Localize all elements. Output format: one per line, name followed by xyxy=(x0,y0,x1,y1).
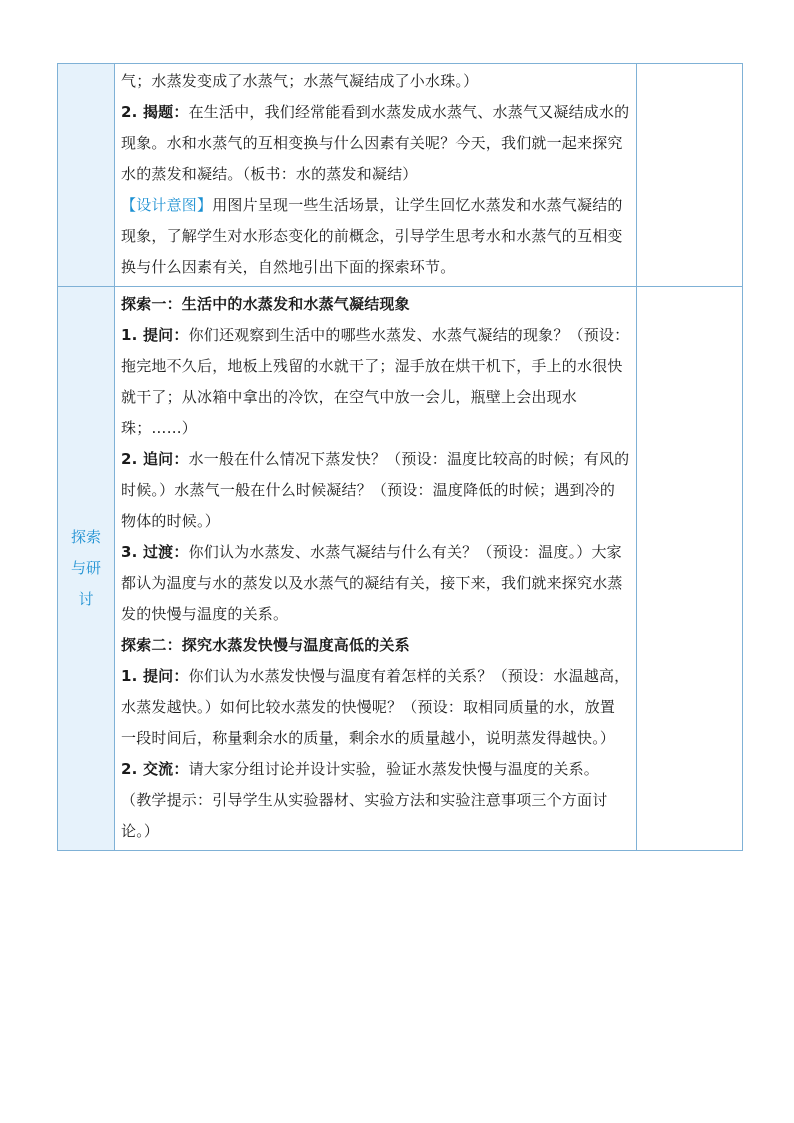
paragraph-text: 你们认为水蒸发快慢与温度有着怎样的关系？（预设：水温越高，水蒸发越快。）如何比较水蒸发的快慢呢？（预设：取相同质量的水，放置一段时间后，称量剩余水的质量，剩余水的质量越小，说明蒸发得越快。） xyxy=(121,667,630,747)
section-heading xyxy=(121,289,630,320)
lesson-plan-table xyxy=(57,63,743,851)
paragraph xyxy=(121,97,630,190)
paragraph xyxy=(121,754,630,785)
table-row xyxy=(58,64,743,287)
paragraph-text: 气；水蒸发变成了水蒸气；水蒸气凝结成了小水珠。） xyxy=(121,72,479,90)
paragraph-text: 在生活中，我们经常能看到水蒸发成水蒸气、水蒸气又凝结成水的现象。水和水蒸气的互相变换与什么因素有关呢？今天，我们就一起来探究水的蒸发和凝结。（板书：水的蒸发和凝结） xyxy=(121,103,630,183)
paragraph-text: 请大家分组讨论并设计实验，验证水蒸发快慢与温度的关系。 xyxy=(188,760,599,778)
row-label-cell xyxy=(58,287,115,851)
design-intent-tag: 【设计意图】 xyxy=(121,196,213,214)
paragraph-text: 你们还观察到生活中的哪些水蒸发、水蒸气凝结的现象？（预设：拖完地不久后，地板上残留的水就干了；湿手放在烘干机下，手上的水很快就干了；从冰箱中拿出的冷饮，在空气中放一会儿，瓶壁上会出现水珠；……） xyxy=(121,326,630,437)
bold-lead: 2. 交流： xyxy=(121,760,189,778)
paragraph xyxy=(121,320,630,444)
bold-lead: 2. 揭题： xyxy=(121,103,189,121)
section-heading xyxy=(121,630,630,661)
bold-lead: 2. 追问： xyxy=(121,450,189,468)
bold-lead: 探索二：探究水蒸发快慢与温度高低的关系 xyxy=(121,636,410,654)
paragraph xyxy=(121,444,630,537)
paragraph xyxy=(121,66,630,97)
paragraph-text: 你们认为水蒸发、水蒸气凝结与什么有关？（预设：温度。）大家都认为温度与水的蒸发以及水蒸气的凝结有关，接下来，我们就来探究水蒸发的快慢与温度的关系。 xyxy=(121,543,623,623)
paragraph xyxy=(121,785,630,847)
paragraph-text: 水一般在什么情况下蒸发快？（预设：温度比较高的时候；有风的时候。）水蒸气一般在什么时候凝结？（预设：温度降低的时候；遇到冷的物体的时候。） xyxy=(121,450,630,530)
content-cell xyxy=(115,287,637,851)
row-label-cell xyxy=(58,64,115,287)
notes-cell xyxy=(637,287,743,851)
paragraph xyxy=(121,661,630,754)
bold-lead: 探索一：生活中的水蒸发和水蒸气凝结现象 xyxy=(121,295,410,313)
paragraph xyxy=(121,190,630,283)
paragraph xyxy=(121,537,630,630)
bold-lead: 3. 过渡： xyxy=(121,543,189,561)
paragraph-text: 用图片呈现一些生活场景，让学生回忆水蒸发和水蒸气凝结的现象，了解学生对水形态变化的前概念，引导学生思考水和水蒸气的互相变换与什么因素有关，自然地引出下面的探索环节。 xyxy=(121,196,623,276)
content-cell xyxy=(115,64,637,287)
row-label: 探索与研讨 xyxy=(70,528,101,608)
paragraph-text: （教学提示：引导学生从实验器材、实验方法和实验注意事项三个方面讨论。） xyxy=(121,791,608,840)
notes-cell xyxy=(637,64,743,287)
bold-lead: 1. 提问： xyxy=(121,326,189,344)
table-row xyxy=(58,287,743,851)
bold-lead: 1. 提问： xyxy=(121,667,189,685)
